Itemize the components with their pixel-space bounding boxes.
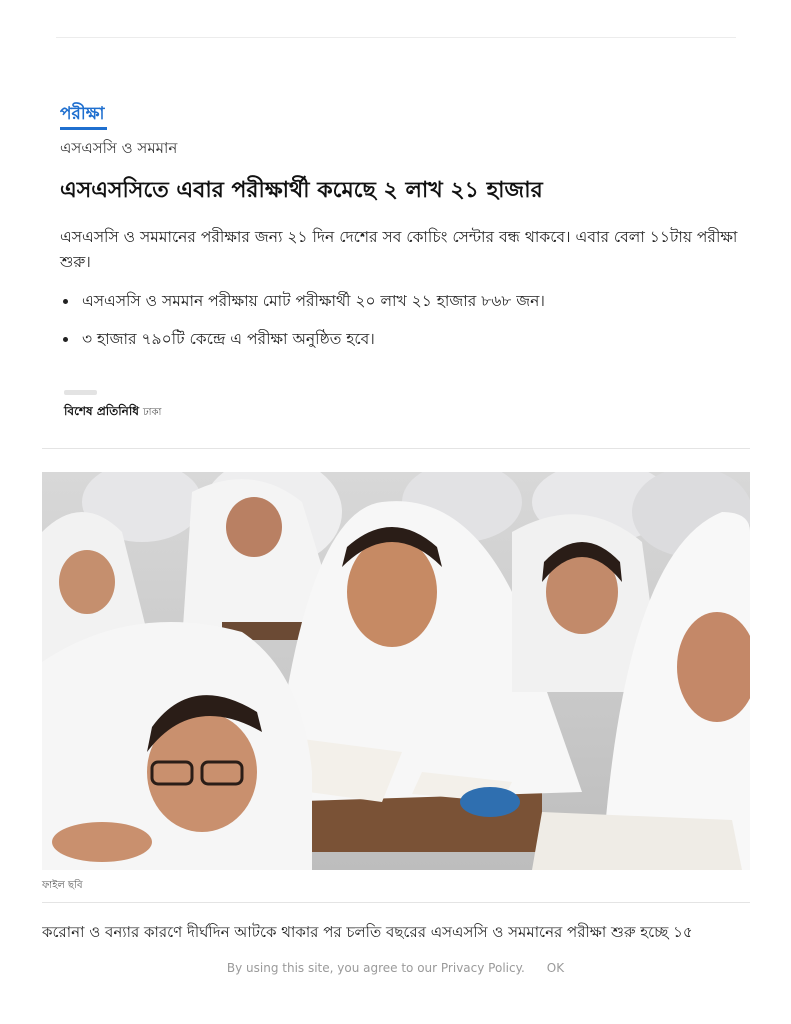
category-link[interactable]: পরীক্ষা [60, 104, 105, 124]
article-photo [42, 472, 750, 870]
highlights-list [60, 288, 750, 364]
article-headline: এসএসসিতে এবার পরীক্ষার্থী কমেছে ২ লাখ ২১ হাজার [60, 178, 543, 203]
highlight-text: এসএসসি ও সমমান পরীক্ষায় মোট পরীক্ষার্থী ২০ লাখ ২১ হাজার ৮৬৮ জন। [82, 292, 545, 310]
cookie-banner [0, 948, 791, 988]
highlight-item [60, 326, 750, 364]
exam-hall-photo [42, 472, 750, 870]
category-underline [60, 127, 107, 130]
highlight-text: ৩ হাজার ৭৯০টি কেন্দ্রে এ পরীক্ষা অনুষ্ঠিত হবে। [82, 330, 375, 348]
author-location: ঢাকা [142, 407, 162, 418]
article-subtitle: এসএসসি ও সমমান [60, 139, 178, 157]
article-body-paragraph: করোনা ও বন্যার কারণে দীর্ঘদিন আটকে থাকার পর চলতি বছরের এসএসসি ও সমমানের পরীক্ষা শুরু হচ্ছে ১৫ [42, 923, 693, 941]
top-divider [56, 37, 736, 38]
article-summary: এসএসসি ও সমমানের পরীক্ষার জন্য ২১ দিন দেশের সব কোচিং সেন্টার বন্ধ থাকবে। এবার বেলা ১১টায় পরীক্ষা শুরু। [60, 228, 738, 271]
author-avatar-placeholder [64, 390, 97, 395]
highlight-item [60, 288, 750, 326]
cookie-message: By using this site, you agree to our Privacy Policy. [226, 961, 525, 975]
byline [64, 403, 161, 423]
bullet-dot [63, 337, 68, 342]
cookie-ok-button[interactable]: OK [546, 961, 565, 975]
author-name[interactable]: বিশেষ প্রতিনিধি [64, 404, 139, 418]
bullet-dot [63, 299, 68, 304]
byline-divider [42, 448, 750, 449]
caption-divider [42, 902, 750, 903]
photo-caption: ফাইল ছবি [42, 880, 83, 891]
